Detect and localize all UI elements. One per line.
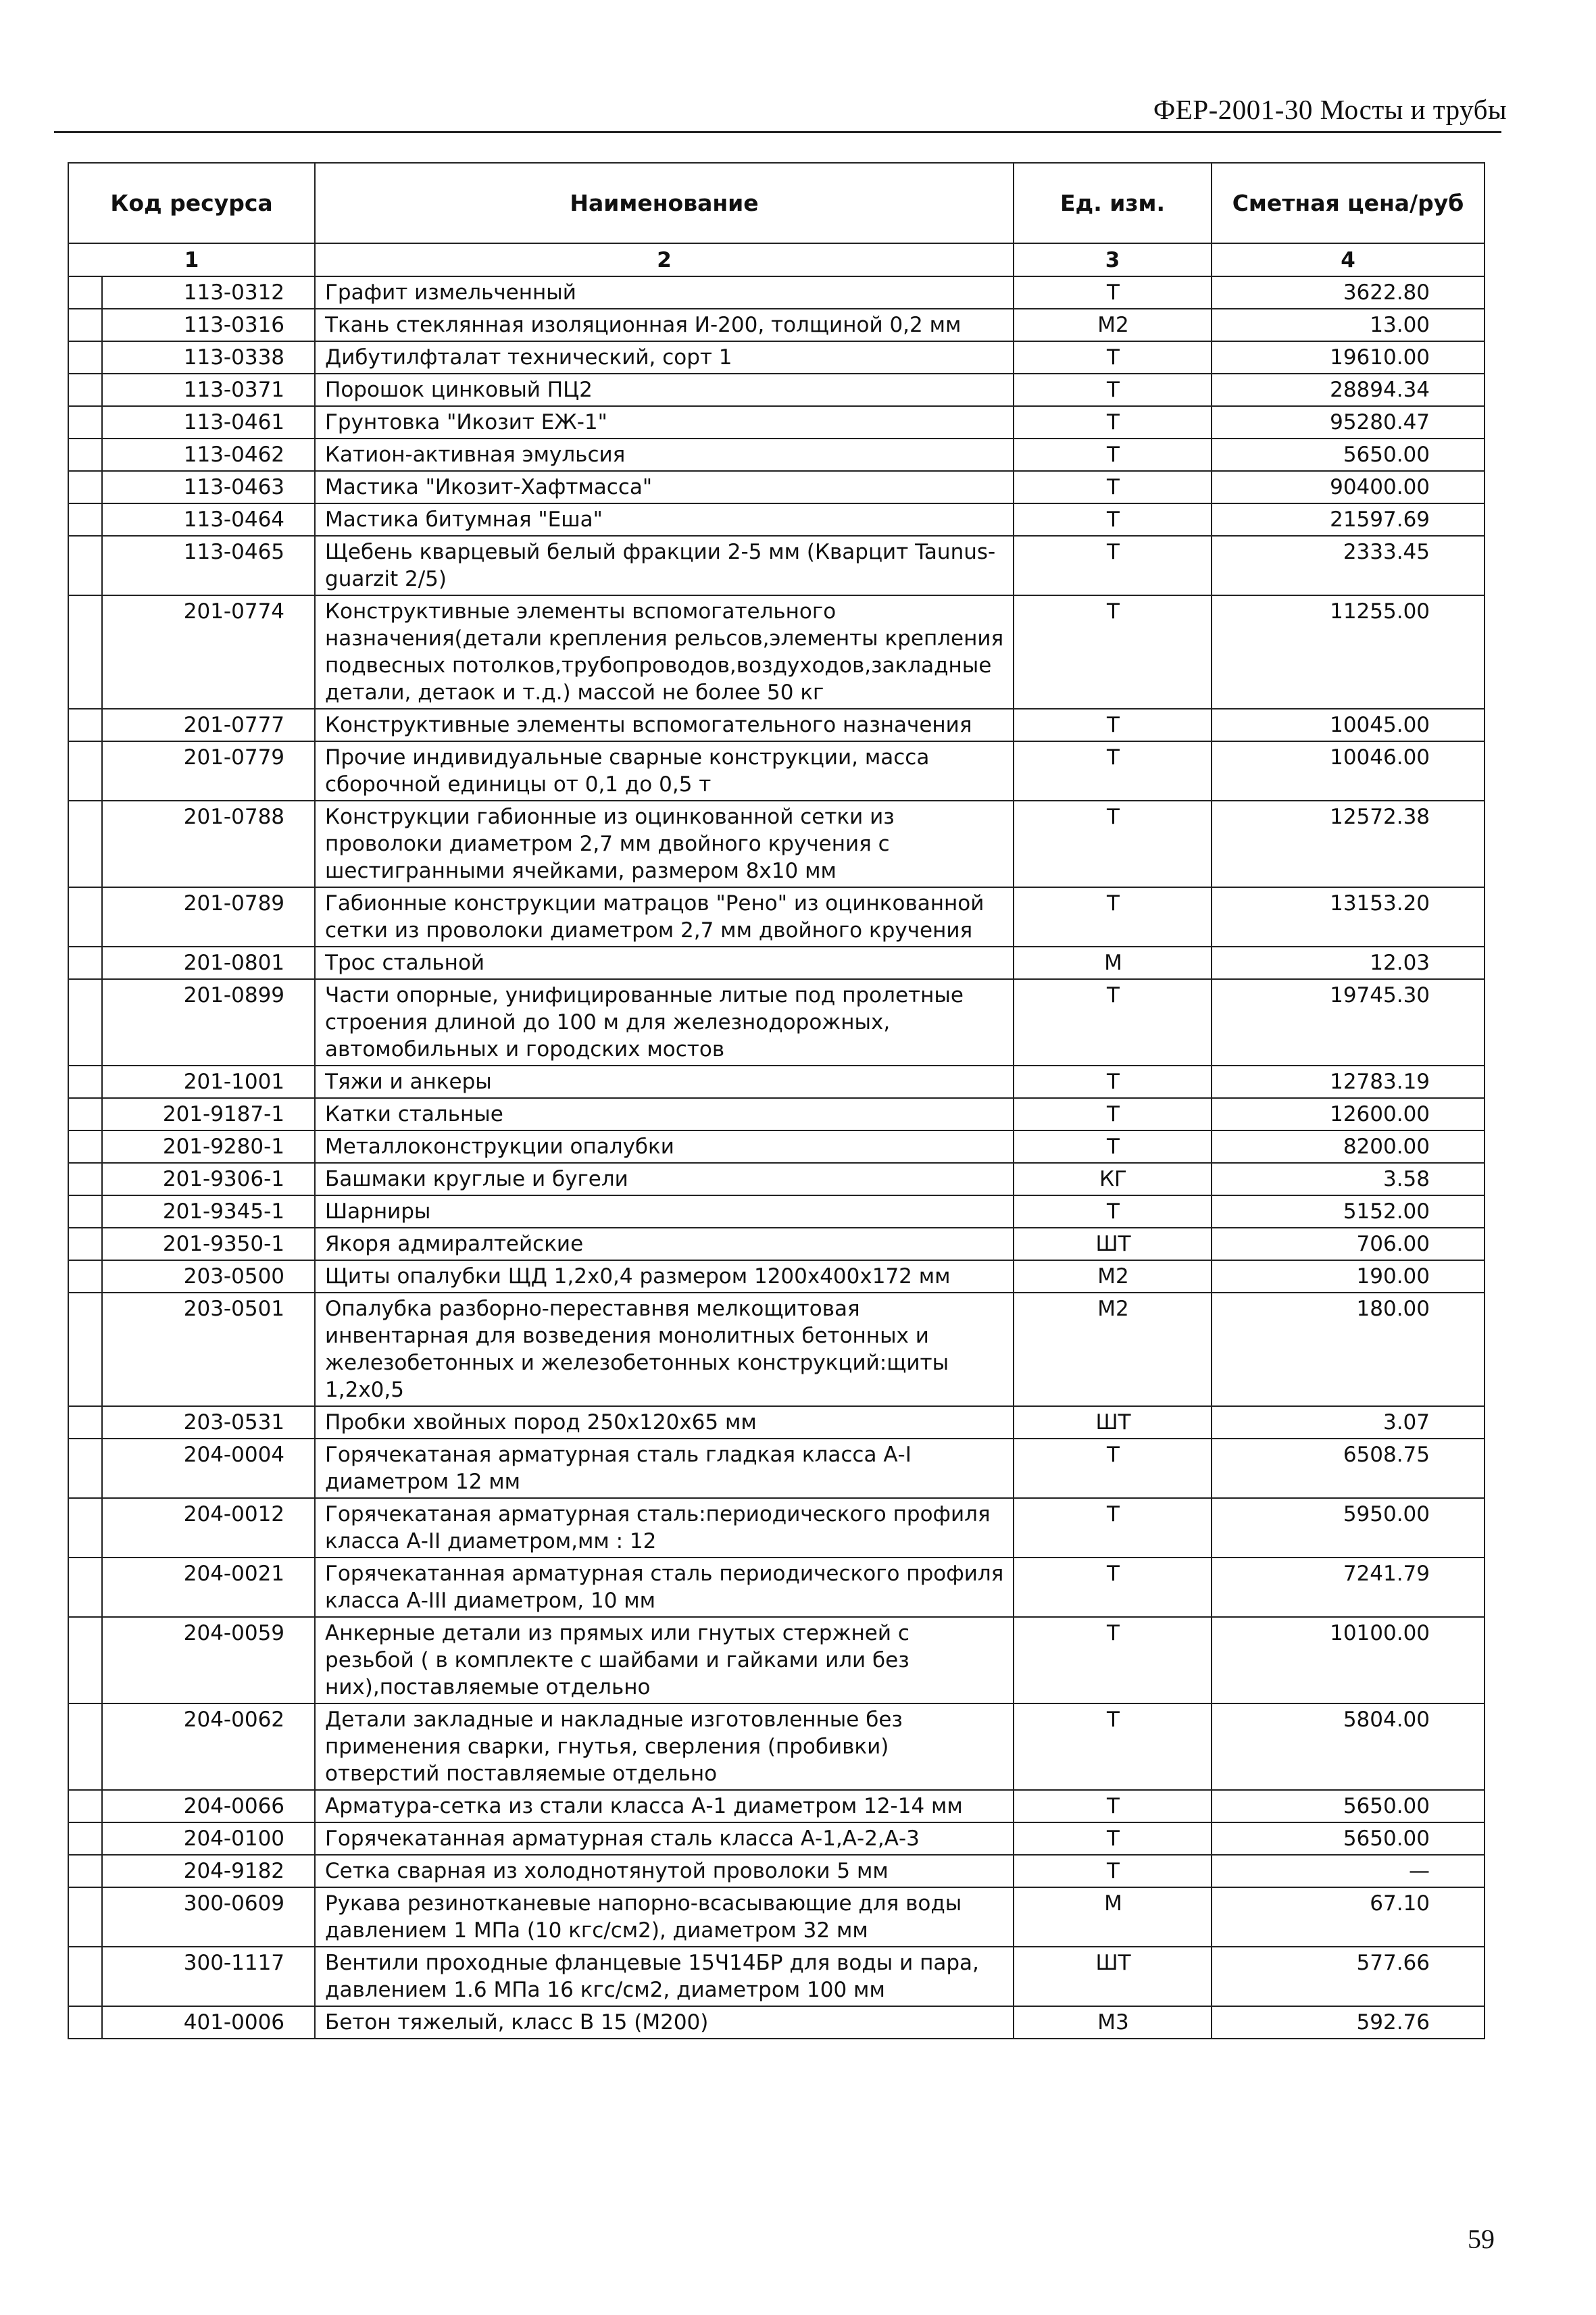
unit-cell: Т bbox=[1014, 709, 1212, 741]
row-margin-cell bbox=[68, 1293, 102, 1406]
unit-cell: Т bbox=[1014, 1130, 1212, 1163]
unit-cell: Т bbox=[1014, 276, 1212, 309]
row-margin-cell bbox=[68, 439, 102, 471]
unit-cell: Т bbox=[1014, 801, 1212, 887]
resource-code-cell: 201-9280-1 bbox=[102, 1130, 315, 1163]
resource-code-cell: 203-0531 bbox=[102, 1406, 315, 1439]
table-row bbox=[68, 1130, 1485, 1163]
unit-cell: ШТ bbox=[1014, 1228, 1212, 1260]
table-row bbox=[68, 406, 1485, 439]
unit-cell: М2 bbox=[1014, 309, 1212, 341]
table-row bbox=[68, 503, 1485, 536]
row-margin-cell bbox=[68, 1790, 102, 1822]
row-margin-cell bbox=[68, 503, 102, 536]
table-row bbox=[68, 1098, 1485, 1130]
resource-code-cell: 204-0062 bbox=[102, 1703, 315, 1790]
price-cell: 11255.00 bbox=[1212, 595, 1485, 709]
resource-code-cell: 201-0789 bbox=[102, 887, 315, 947]
price-cell: 190.00 bbox=[1212, 1260, 1485, 1293]
resource-name-cell: Габионные конструкции матрацов "Рено" из оцинкованной сетки из проволоки диаметром 2,7 мм двойного кручения bbox=[315, 887, 1014, 947]
unit-cell: М2 bbox=[1014, 1293, 1212, 1406]
resource-name-cell: Башмаки круглые и бугели bbox=[315, 1163, 1014, 1195]
row-margin-cell bbox=[68, 595, 102, 709]
row-margin-cell bbox=[68, 1703, 102, 1790]
resource-name-cell: Ткань стеклянная изоляционная И-200, толщиной 0,2 мм bbox=[315, 309, 1014, 341]
row-margin-cell bbox=[68, 1617, 102, 1703]
unit-cell: Т bbox=[1014, 374, 1212, 406]
row-margin-cell bbox=[68, 1066, 102, 1098]
table-row bbox=[68, 374, 1485, 406]
table-body bbox=[68, 276, 1485, 2039]
table-row bbox=[68, 2006, 1485, 2039]
resource-name-cell: Горячекатанная арматурная сталь периодического профиля класса А-III диаметром, 10 мм bbox=[315, 1558, 1014, 1617]
resource-code-cell: 201-9345-1 bbox=[102, 1195, 315, 1228]
row-margin-cell bbox=[68, 1498, 102, 1558]
price-cell: 3622.80 bbox=[1212, 276, 1485, 309]
resource-code-cell: 113-0316 bbox=[102, 309, 315, 341]
header-price: Сметная цена/руб bbox=[1212, 163, 1485, 243]
unit-cell: Т bbox=[1014, 406, 1212, 439]
table-row bbox=[68, 801, 1485, 887]
price-cell: 10045.00 bbox=[1212, 709, 1485, 741]
price-cell: 21597.69 bbox=[1212, 503, 1485, 536]
resource-code-cell: 113-0462 bbox=[102, 439, 315, 471]
resource-name-cell: Горячекатанная арматурная сталь класса А-1,А-2,А-3 bbox=[315, 1822, 1014, 1855]
table-row bbox=[68, 341, 1485, 374]
resource-code-cell: 204-0059 bbox=[102, 1617, 315, 1703]
unit-cell: Т bbox=[1014, 1439, 1212, 1498]
resource-name-cell: Порошок цинковый ПЦ2 bbox=[315, 374, 1014, 406]
row-margin-cell bbox=[68, 2006, 102, 2039]
price-cell: 5650.00 bbox=[1212, 1822, 1485, 1855]
unit-cell: М bbox=[1014, 947, 1212, 979]
resource-code-cell: 203-0501 bbox=[102, 1293, 315, 1406]
unit-cell: ШТ bbox=[1014, 1406, 1212, 1439]
table-row bbox=[68, 309, 1485, 341]
table-row bbox=[68, 979, 1485, 1066]
unit-cell: КГ bbox=[1014, 1163, 1212, 1195]
table-row bbox=[68, 1406, 1485, 1439]
table-row bbox=[68, 947, 1485, 979]
row-margin-cell bbox=[68, 406, 102, 439]
price-cell: 19745.30 bbox=[1212, 979, 1485, 1066]
table-row bbox=[68, 1822, 1485, 1855]
resource-code-cell: 201-0777 bbox=[102, 709, 315, 741]
resource-code-cell: 204-9182 bbox=[102, 1855, 315, 1887]
price-cell: 706.00 bbox=[1212, 1228, 1485, 1260]
table-row bbox=[68, 741, 1485, 801]
row-margin-cell bbox=[68, 1228, 102, 1260]
unit-cell: Т bbox=[1014, 1822, 1212, 1855]
resource-name-cell: Пробки хвойных пород 250х120х65 мм bbox=[315, 1406, 1014, 1439]
unit-cell: Т bbox=[1014, 1195, 1212, 1228]
resource-code-cell: 300-0609 bbox=[102, 1887, 315, 1947]
unit-cell: Т bbox=[1014, 979, 1212, 1066]
resource-code-cell: 201-9187-1 bbox=[102, 1098, 315, 1130]
resource-code-cell: 204-0012 bbox=[102, 1498, 315, 1558]
row-margin-cell bbox=[68, 741, 102, 801]
resource-code-cell: 201-0788 bbox=[102, 801, 315, 887]
resource-name-cell: Катион-активная эмульсия bbox=[315, 439, 1014, 471]
resource-name-cell: Мастика "Икозит-Хафтмасса" bbox=[315, 471, 1014, 503]
resource-name-cell: Металлоконструкции опалубки bbox=[315, 1130, 1014, 1163]
resource-name-cell: Анкерные детали из прямых или гнутых стержней с резьбой ( в комплекте с шайбами и гайками или без них),поставляемые отдельно bbox=[315, 1617, 1014, 1703]
table-row bbox=[68, 1855, 1485, 1887]
unit-cell: Т bbox=[1014, 1066, 1212, 1098]
column-number-2: 2 bbox=[315, 243, 1014, 276]
resource-code-cell: 113-0371 bbox=[102, 374, 315, 406]
unit-cell: Т bbox=[1014, 1498, 1212, 1558]
resource-name-cell: Бетон тяжелый, класс В 15 (М200) bbox=[315, 2006, 1014, 2039]
resource-code-cell: 113-0461 bbox=[102, 406, 315, 439]
price-cell: 5950.00 bbox=[1212, 1498, 1485, 1558]
table-row bbox=[68, 1498, 1485, 1558]
row-margin-cell bbox=[68, 1887, 102, 1947]
row-margin-cell bbox=[68, 1855, 102, 1887]
row-margin-cell bbox=[68, 471, 102, 503]
price-cell: 12572.38 bbox=[1212, 801, 1485, 887]
price-cell: 5804.00 bbox=[1212, 1703, 1485, 1790]
price-cell: 67.10 bbox=[1212, 1887, 1485, 1947]
row-margin-cell bbox=[68, 276, 102, 309]
resource-name-cell: Щебень кварцевый белый фракции 2-5 мм (Кварцит Taunus-guarzit 2/5) bbox=[315, 536, 1014, 595]
resource-name-cell: Мастика битумная "Еша" bbox=[315, 503, 1014, 536]
unit-cell: Т bbox=[1014, 595, 1212, 709]
resource-code-cell: 201-9306-1 bbox=[102, 1163, 315, 1195]
unit-cell: Т bbox=[1014, 887, 1212, 947]
price-cell: 13153.20 bbox=[1212, 887, 1485, 947]
resource-code-cell: 113-0463 bbox=[102, 471, 315, 503]
unit-cell: Т bbox=[1014, 1617, 1212, 1703]
row-margin-cell bbox=[68, 801, 102, 887]
unit-cell: М bbox=[1014, 1887, 1212, 1947]
unit-cell: ШТ bbox=[1014, 1947, 1212, 2006]
table-row bbox=[68, 1195, 1485, 1228]
row-margin-cell bbox=[68, 887, 102, 947]
resource-name-cell: Прочие индивидуальные сварные конструкции, масса сборочной единицы от 0,1 до 0,5 т bbox=[315, 741, 1014, 801]
resource-name-cell: Конструкции габионные из оцинкованной сетки из проволоки диаметром 2,7 мм двойного кручения с шестигранными ячейками, размером 8х10 мм bbox=[315, 801, 1014, 887]
table-row bbox=[68, 887, 1485, 947]
row-margin-cell bbox=[68, 1260, 102, 1293]
table-row bbox=[68, 1228, 1485, 1260]
column-number-4: 4 bbox=[1212, 243, 1485, 276]
resource-code-cell: 201-0899 bbox=[102, 979, 315, 1066]
price-cell: 3.07 bbox=[1212, 1406, 1485, 1439]
resource-name-cell: Конструктивные элементы вспомогательного назначения bbox=[315, 709, 1014, 741]
price-cell: 2333.45 bbox=[1212, 536, 1485, 595]
table-row bbox=[68, 1947, 1485, 2006]
resource-name-cell: Рукава резинотканевые напорно-всасывающие для воды давлением 1 МПа (10 кгс/см2), диаметром 32 мм bbox=[315, 1887, 1014, 1947]
row-margin-cell bbox=[68, 1098, 102, 1130]
table-row bbox=[68, 439, 1485, 471]
price-cell: 95280.47 bbox=[1212, 406, 1485, 439]
resource-code-cell: 204-0100 bbox=[102, 1822, 315, 1855]
price-cell: 12.03 bbox=[1212, 947, 1485, 979]
resource-code-cell: 201-1001 bbox=[102, 1066, 315, 1098]
row-margin-cell bbox=[68, 536, 102, 595]
unit-cell: Т bbox=[1014, 1558, 1212, 1617]
price-cell: 12600.00 bbox=[1212, 1098, 1485, 1130]
table-row bbox=[68, 1066, 1485, 1098]
row-margin-cell bbox=[68, 1406, 102, 1439]
table-row bbox=[68, 1790, 1485, 1822]
unit-cell: М2 bbox=[1014, 1260, 1212, 1293]
row-margin-cell bbox=[68, 341, 102, 374]
resource-code-cell: 300-1117 bbox=[102, 1947, 315, 2006]
row-margin-cell bbox=[68, 374, 102, 406]
table-header-row bbox=[68, 163, 1485, 243]
resource-code-cell: 401-0006 bbox=[102, 2006, 315, 2039]
resource-name-cell: Грунтовка "Икозит ЕЖ-1" bbox=[315, 406, 1014, 439]
resource-code-cell: 113-0312 bbox=[102, 276, 315, 309]
resource-code-cell: 113-0338 bbox=[102, 341, 315, 374]
price-cell: 19610.00 bbox=[1212, 341, 1485, 374]
unit-cell: Т bbox=[1014, 439, 1212, 471]
resource-name-cell: Шарниры bbox=[315, 1195, 1014, 1228]
table-row bbox=[68, 595, 1485, 709]
price-cell: — bbox=[1212, 1855, 1485, 1887]
row-margin-cell bbox=[68, 709, 102, 741]
resource-code-cell: 113-0464 bbox=[102, 503, 315, 536]
row-margin-cell bbox=[68, 1195, 102, 1228]
header-code: Код ресурса bbox=[68, 163, 315, 243]
price-cell: 592.76 bbox=[1212, 2006, 1485, 2039]
row-margin-cell bbox=[68, 309, 102, 341]
resource-code-cell: 204-0004 bbox=[102, 1439, 315, 1498]
price-cell: 180.00 bbox=[1212, 1293, 1485, 1406]
resource-name-cell: Горячекатаная арматурная сталь:периодического профиля класса А-II диаметром,мм : 12 bbox=[315, 1498, 1014, 1558]
row-margin-cell bbox=[68, 947, 102, 979]
price-cell: 10046.00 bbox=[1212, 741, 1485, 801]
resource-price-table bbox=[68, 162, 1485, 2039]
price-cell: 5152.00 bbox=[1212, 1195, 1485, 1228]
price-cell: 6508.75 bbox=[1212, 1439, 1485, 1498]
unit-cell: Т bbox=[1014, 1790, 1212, 1822]
header-name: Наименование bbox=[315, 163, 1014, 243]
unit-cell: Т bbox=[1014, 741, 1212, 801]
resource-name-cell: Горячекатаная арматурная сталь гладкая класса А-I диаметром 12 мм bbox=[315, 1439, 1014, 1498]
unit-cell: Т bbox=[1014, 341, 1212, 374]
unit-cell: Т bbox=[1014, 471, 1212, 503]
resource-name-cell: Тяжи и анкеры bbox=[315, 1066, 1014, 1098]
header-unit: Ед. изм. bbox=[1014, 163, 1212, 243]
unit-cell: М3 bbox=[1014, 2006, 1212, 2039]
table-row bbox=[68, 1887, 1485, 1947]
row-margin-cell bbox=[68, 1822, 102, 1855]
resource-code-cell: 113-0465 bbox=[102, 536, 315, 595]
price-cell: 13.00 bbox=[1212, 309, 1485, 341]
resource-name-cell: Вентили проходные фланцевые 15Ч14БР для воды и пара, давлением 1.6 МПа 16 кгс/см2, диаметром 100 мм bbox=[315, 1947, 1014, 2006]
resource-name-cell: Детали закладные и накладные изготовленные без применения сварки, гнутья, сверления (пробивки) отверстий поставляемые отдельно bbox=[315, 1703, 1014, 1790]
table-row bbox=[68, 1617, 1485, 1703]
price-cell: 7241.79 bbox=[1212, 1558, 1485, 1617]
table-row bbox=[68, 536, 1485, 595]
resource-code-cell: 204-0066 bbox=[102, 1790, 315, 1822]
row-margin-cell bbox=[68, 1130, 102, 1163]
row-margin-cell bbox=[68, 1439, 102, 1498]
column-number-row bbox=[68, 243, 1485, 276]
unit-cell: Т bbox=[1014, 1703, 1212, 1790]
table-row bbox=[68, 276, 1485, 309]
table-row bbox=[68, 1558, 1485, 1617]
unit-cell: Т bbox=[1014, 1855, 1212, 1887]
price-cell: 10100.00 bbox=[1212, 1617, 1485, 1703]
price-cell: 12783.19 bbox=[1212, 1066, 1485, 1098]
price-cell: 8200.00 bbox=[1212, 1130, 1485, 1163]
resource-name-cell: Опалубка разборно-переставнвя мелкощитовая инвентарная для возведения монолитных бетонных и железобетонных и железобетонных конструкций:щиты 1,2х0,5 bbox=[315, 1293, 1014, 1406]
resource-name-cell: Дибутилфталат технический, сорт 1 bbox=[315, 341, 1014, 374]
resource-code-cell: 204-0021 bbox=[102, 1558, 315, 1617]
row-margin-cell bbox=[68, 1558, 102, 1617]
unit-cell: Т bbox=[1014, 1098, 1212, 1130]
column-number-1: 1 bbox=[68, 243, 315, 276]
resource-name-cell: Конструктивные элементы вспомогательного назначения(детали крепления рельсов,элементы крепления подвесных потолков,трубопроводов,воздуходов,закладные детали, детаок и т.д.) массой не более 50 кг bbox=[315, 595, 1014, 709]
price-cell: 28894.34 bbox=[1212, 374, 1485, 406]
resource-code-cell: 203-0500 bbox=[102, 1260, 315, 1293]
resource-name-cell: Арматура-сетка из стали класса А-1 диаметром 12-14 мм bbox=[315, 1790, 1014, 1822]
page-number: 59 bbox=[1468, 2224, 1495, 2254]
resource-code-cell: 201-0779 bbox=[102, 741, 315, 801]
price-cell: 5650.00 bbox=[1212, 1790, 1485, 1822]
table-row bbox=[68, 1703, 1485, 1790]
row-margin-cell bbox=[68, 1947, 102, 2006]
resource-code-cell: 201-0774 bbox=[102, 595, 315, 709]
header-rule bbox=[54, 131, 1501, 133]
unit-cell: Т bbox=[1014, 536, 1212, 595]
resource-name-cell: Части опорные, унифицированные литые под пролетные строения длиной до 100 м для железнодорожных, автомобильных и городских мостов bbox=[315, 979, 1014, 1066]
column-number-3: 3 bbox=[1014, 243, 1212, 276]
resource-code-cell: 201-0801 bbox=[102, 947, 315, 979]
resource-name-cell: Сетка сварная из холоднотянутой проволоки 5 мм bbox=[315, 1855, 1014, 1887]
price-cell: 3.58 bbox=[1212, 1163, 1485, 1195]
resource-name-cell: Катки стальные bbox=[315, 1098, 1014, 1130]
table-row bbox=[68, 1260, 1485, 1293]
table-row bbox=[68, 709, 1485, 741]
price-cell: 90400.00 bbox=[1212, 471, 1485, 503]
row-margin-cell bbox=[68, 1163, 102, 1195]
row-margin-cell bbox=[68, 979, 102, 1066]
resource-name-cell: Трос стальной bbox=[315, 947, 1014, 979]
table-row bbox=[68, 471, 1485, 503]
price-cell: 5650.00 bbox=[1212, 439, 1485, 471]
table-row bbox=[68, 1293, 1485, 1406]
unit-cell: Т bbox=[1014, 503, 1212, 536]
resource-name-cell: Графит измельченный bbox=[315, 276, 1014, 309]
table-row bbox=[68, 1163, 1485, 1195]
price-cell: 577.66 bbox=[1212, 1947, 1485, 2006]
resource-code-cell: 201-9350-1 bbox=[102, 1228, 315, 1260]
resource-name-cell: Щиты опалубки ЩД 1,2х0,4 размером 1200х400х172 мм bbox=[315, 1260, 1014, 1293]
table-row bbox=[68, 1439, 1485, 1498]
running-header: ФЕР-2001-30 Мосты и трубы bbox=[1153, 94, 1507, 125]
resource-name-cell: Якоря адмиралтейские bbox=[315, 1228, 1014, 1260]
